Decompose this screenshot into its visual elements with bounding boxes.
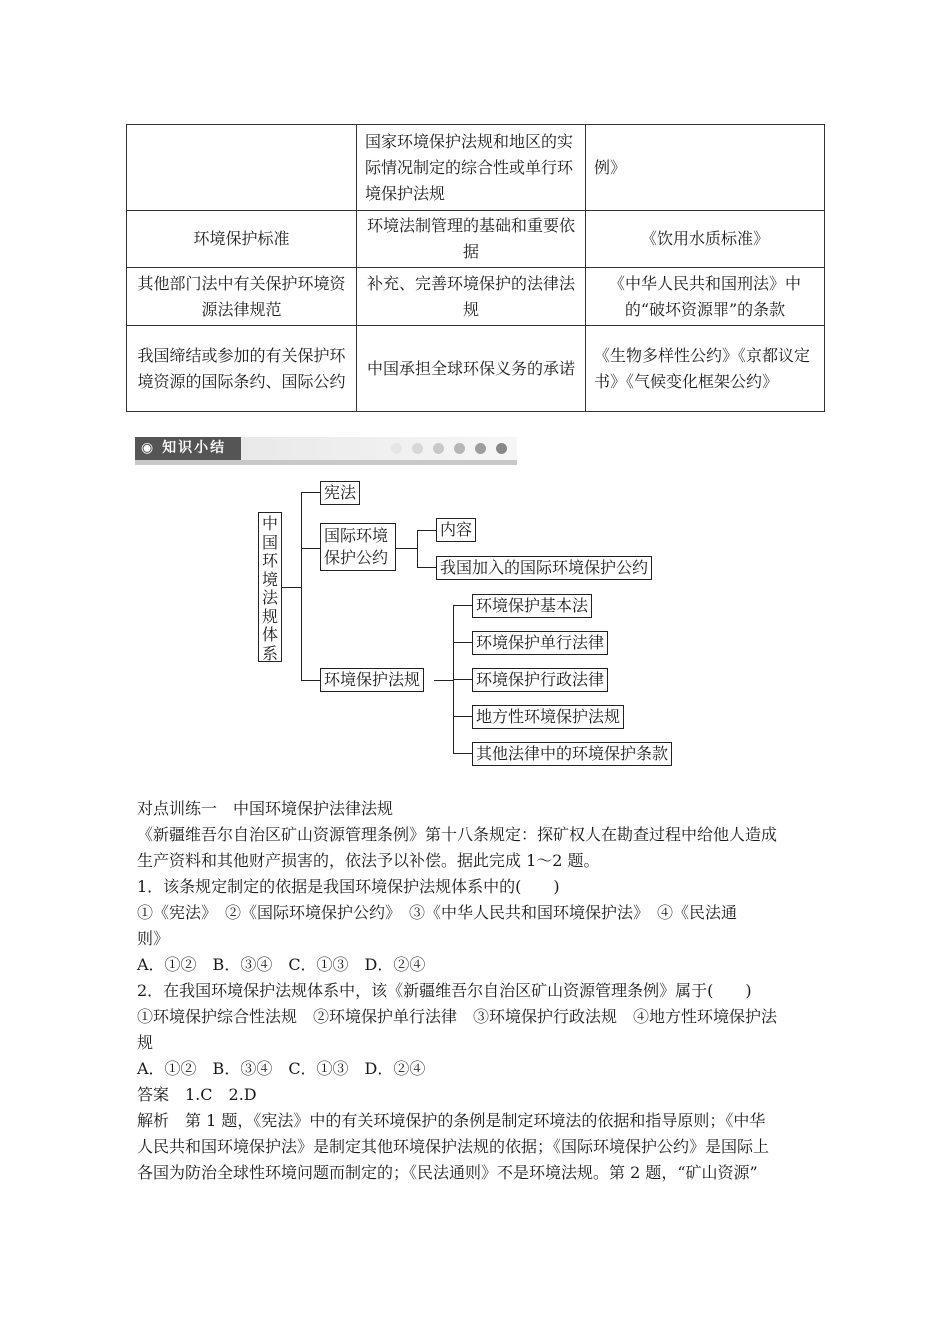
table-cell: 环境保护标准 bbox=[127, 211, 357, 268]
analysis-line: 人民共和国环境保护法》是制定其他环境保护法规的依据；《国际环境保护公约》是国际上 bbox=[137, 1137, 770, 1156]
intro-line: 生产资料和其他财产损害的，依法予以补偿。据此完成 1～2 题。 bbox=[137, 851, 600, 870]
table-cell: 补充、完善环境保护的法律法规 bbox=[357, 268, 586, 326]
question-1-options: 则》 bbox=[137, 929, 170, 948]
diagram-node-intl-joined: 我国加入的国际环境保护公约 bbox=[436, 556, 652, 580]
exercise-section bbox=[137, 796, 817, 1186]
diagram-node-env-child: 环境保护基本法 bbox=[472, 594, 592, 618]
question-2-options: 规 bbox=[137, 1033, 154, 1052]
exercise-heading: 对点训练一 中国环境保护法律法规 bbox=[137, 799, 394, 818]
table-cell: 中国承担全球环保义务的承诺 bbox=[357, 326, 586, 412]
diagram-node-env-child: 其他法律中的环境保护条款 bbox=[472, 742, 672, 766]
table-row bbox=[127, 326, 825, 412]
diagram-node-env-regulations: 环境保护法规 bbox=[320, 668, 424, 692]
intro-line: 《新疆维吾尔自治区矿山资源管理条例》第十八条规定：探矿权人在勘查过程中给他人造成 bbox=[137, 825, 778, 844]
question-1-choices: A．①② B．③④ C．①③ D．②④ bbox=[137, 955, 426, 974]
table-cell: 《生物多样性公约》《京都议定书》《气候变化框架公约》 bbox=[586, 326, 825, 412]
table-cell: 例》 bbox=[586, 125, 825, 211]
table-row bbox=[127, 268, 825, 326]
dot-icon bbox=[391, 443, 402, 454]
diagram-node-env-child: 环境保护行政法律 bbox=[472, 668, 608, 692]
table-cell: 其他部门法中有关保护环境资源法律规范 bbox=[127, 268, 357, 326]
table-row bbox=[127, 211, 825, 268]
diagram-node-intl-conventions: 国际环境保护公约 bbox=[320, 523, 396, 571]
diagram-node-env-child: 地方性环境保护法规 bbox=[472, 705, 624, 729]
question-1-options: ①《宪法》 ②《国际环境保护公约》 ③《中华人民共和国环境保护法》 ④《民法通 bbox=[137, 903, 738, 922]
table-cell: 《中华人民共和国刑法》中的“破坏资源罪”的条款 bbox=[586, 268, 825, 326]
diagram-root: 中国环境法规体系 bbox=[258, 512, 282, 662]
analysis-line: 解析 第 1 题，《宪法》中的有关环境保护的条例是制定环境法的依据和指导原则；《中华 bbox=[137, 1111, 766, 1130]
question-2-choices: A．①② B．③④ C．①③ D．②④ bbox=[137, 1059, 426, 1078]
dot-icon bbox=[412, 443, 423, 454]
analysis-line: 各国为防治全球性环境问题而制定的；《民法通则》不是环境法规。第 2 题，“矿山资源” bbox=[137, 1163, 758, 1182]
question-2-options: ①环境保护综合性法规 ②环境保护单行法律 ③环境保护行政法规 ④地方性环境保护法 bbox=[137, 1007, 778, 1026]
dot-icon bbox=[475, 443, 486, 454]
table-cell: 环境法制管理的基础和重要依据 bbox=[357, 211, 586, 268]
dot-icon bbox=[496, 443, 507, 454]
circle-bullet-icon: ◉ bbox=[141, 440, 156, 456]
diagram-node-intl-content: 内容 bbox=[436, 518, 476, 542]
question-1: 1．该条规定制定的依据是我国环境保护法规体系中的( ) bbox=[137, 877, 560, 896]
diagram-node-env-child: 环境保护单行法律 bbox=[472, 631, 608, 655]
law-system-table bbox=[126, 124, 825, 412]
section-header bbox=[135, 437, 517, 467]
table-cell bbox=[127, 125, 357, 211]
dot-icon bbox=[454, 443, 465, 454]
dot-icon bbox=[433, 443, 444, 454]
table-row bbox=[127, 125, 825, 211]
diagram-node-constitution: 宪法 bbox=[320, 481, 360, 505]
question-2: 2．在我国环境保护法规体系中，该《新疆维吾尔自治区矿山资源管理条例》属于( ) bbox=[137, 981, 752, 1000]
table-cell: 国家环境保护法规和地区的实际情况制定的综合性或单行环境保护法规 bbox=[357, 125, 586, 211]
table-cell: 《饮用水质标准》 bbox=[586, 211, 825, 268]
section-title: 知识小结 bbox=[162, 440, 227, 456]
table-cell: 我国缔结或参加的有关保护环境资源的国际条约、国际公约 bbox=[127, 326, 357, 412]
answer-line: 答案 1.C 2.D bbox=[137, 1085, 257, 1104]
